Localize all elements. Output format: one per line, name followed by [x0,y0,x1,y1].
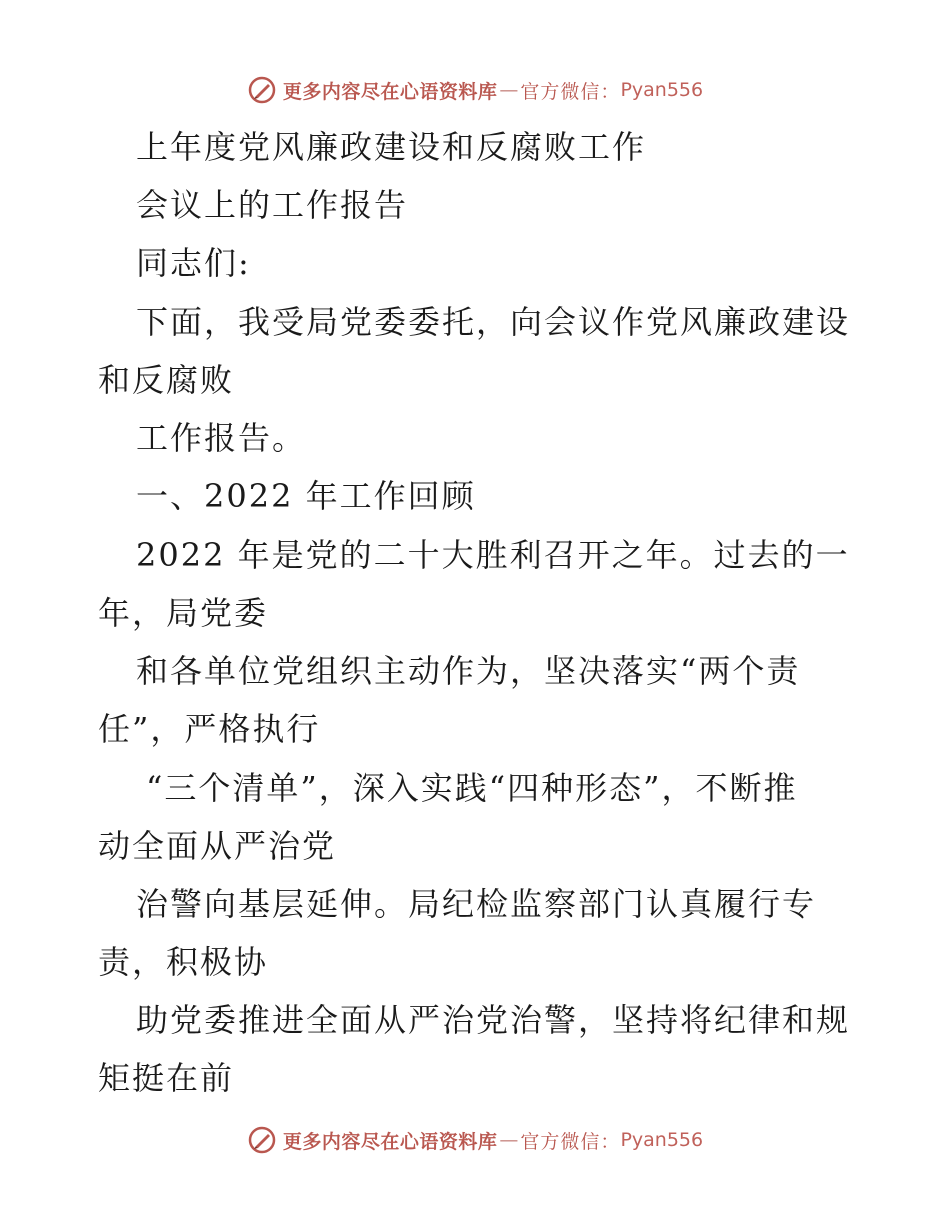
section-heading: 一、2022 年工作回顾 [136,477,476,515]
paragraph-line: 2022 年是党的二十大胜利召开之年。过去的一 [136,536,850,574]
header-watermark [0,70,950,110]
paragraph-line: “三个清单”，深入实践“四种形态”，不断推 [146,769,798,807]
paragraph-line: 年，局党委 [98,594,269,632]
paragraph-line: 动全面从严治党 [98,827,337,865]
watermark-wechat-id: Pyan556 [620,1129,704,1151]
footer-watermark [0,1120,950,1160]
paragraph-line: 和反腐败 [98,361,235,399]
paragraph-line: 矩挺在前 [98,1059,235,1097]
watermark-wechat-label: 官方微信： [520,80,621,103]
paragraph-line: 治警向基层延伸。局纪检监察部门认真履行专 [136,885,817,923]
paragraph-line: 责，积极协 [98,943,269,981]
paragraph-line: 助党委推进全面从严治党治警，坚持将纪律和规 [136,1001,851,1039]
watermark-dash: — [499,79,519,101]
quill-pen-seal-icon [247,75,277,105]
watermark-text: 更多内容尽在心语资料库 [282,80,498,103]
quill-pen-seal-icon [247,1125,277,1155]
document-title-line-1: 上年度党风廉政建设和反腐败工作 [136,128,647,166]
watermark-dash: — [499,1129,519,1151]
watermark-wechat-id: Pyan556 [620,79,704,101]
paragraph-line: 工作报告。 [136,419,307,457]
document-title-line-2: 会议上的工作报告 [136,186,409,224]
paragraph-line: 和各单位党组织主动作为，坚决落实“两个责 [136,652,801,690]
watermark-wechat-label: 官方微信： [520,1130,621,1153]
paragraph-line: 下面，我受局党委委托，向会议作党风廉政建设 [136,303,851,341]
watermark-text: 更多内容尽在心语资料库 [282,1130,498,1153]
salutation: 同志们: [136,244,251,282]
paragraph-line: 任”，严格执行 [98,710,321,748]
